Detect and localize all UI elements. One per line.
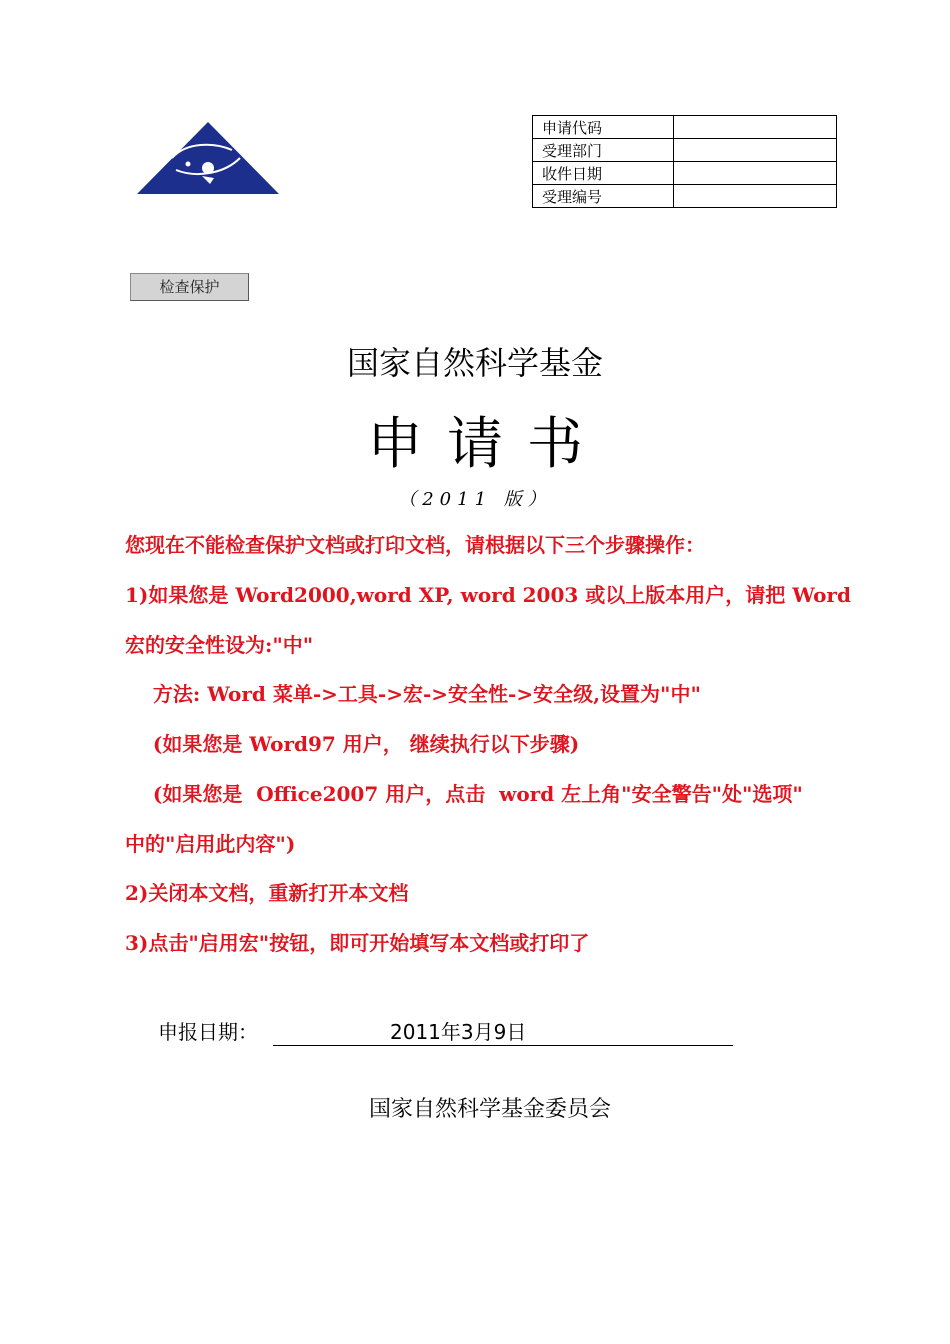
receipt-date-field[interactable]: [673, 162, 836, 185]
instruction-line: 您现在不能检查保护文档或打印文档，请根据以下三个步骤操作：: [125, 533, 705, 557]
document-title: 申请书: [367, 412, 607, 477]
table-row: [533, 116, 837, 139]
version-label: （2011 版）: [398, 489, 552, 510]
nsfc-logo-icon: [136, 120, 280, 196]
application-code-field[interactable]: [673, 116, 836, 139]
instruction-line: (如果您是 Word97 用户， 继续执行以下步骤): [125, 732, 580, 756]
field-label: 受理编号: [533, 185, 674, 208]
field-label: 受理部门: [533, 139, 674, 162]
instruction-line: 宏的安全性设为:"中": [125, 633, 314, 657]
foundation-name: 国家自然科学基金: [346, 344, 603, 382]
submission-date-field[interactable]: 2011年3月9日: [390, 1020, 527, 1044]
instruction-line: 2)关闭本文档，重新打开本文档: [125, 881, 409, 905]
instruction-line: 3)点击"启用宏"按钮，即可开始填写本文档或打印了: [125, 931, 590, 955]
accepting-department-field[interactable]: [673, 139, 836, 162]
committee-name: 国家自然科学基金委员会: [368, 1097, 611, 1122]
table-row: [533, 162, 837, 185]
submission-date-underline: [273, 1045, 733, 1046]
submission-date-label: 申报日期：: [158, 1020, 258, 1044]
acceptance-number-field[interactable]: [673, 185, 836, 208]
table-row: [533, 139, 837, 162]
instruction-line: 中的"启用此内容"): [125, 832, 296, 856]
application-info-table: [532, 115, 837, 208]
field-label: 收件日期: [533, 162, 674, 185]
instruction-line: 1)如果您是 Word2000,word XP, word 2003 或以上版本用户，请把 Word: [125, 583, 851, 607]
check-protection-button[interactable]: 检查保护: [130, 273, 249, 301]
instruction-line: (如果您是 Office2007 用户，点击 word 左上角"安全警告"处"选项": [125, 782, 803, 806]
table-row: [533, 185, 837, 208]
field-label: 申请代码: [533, 116, 674, 139]
instruction-line: 方法: Word 菜单->工具->宏->安全性->安全级,设置为"中": [125, 682, 701, 706]
